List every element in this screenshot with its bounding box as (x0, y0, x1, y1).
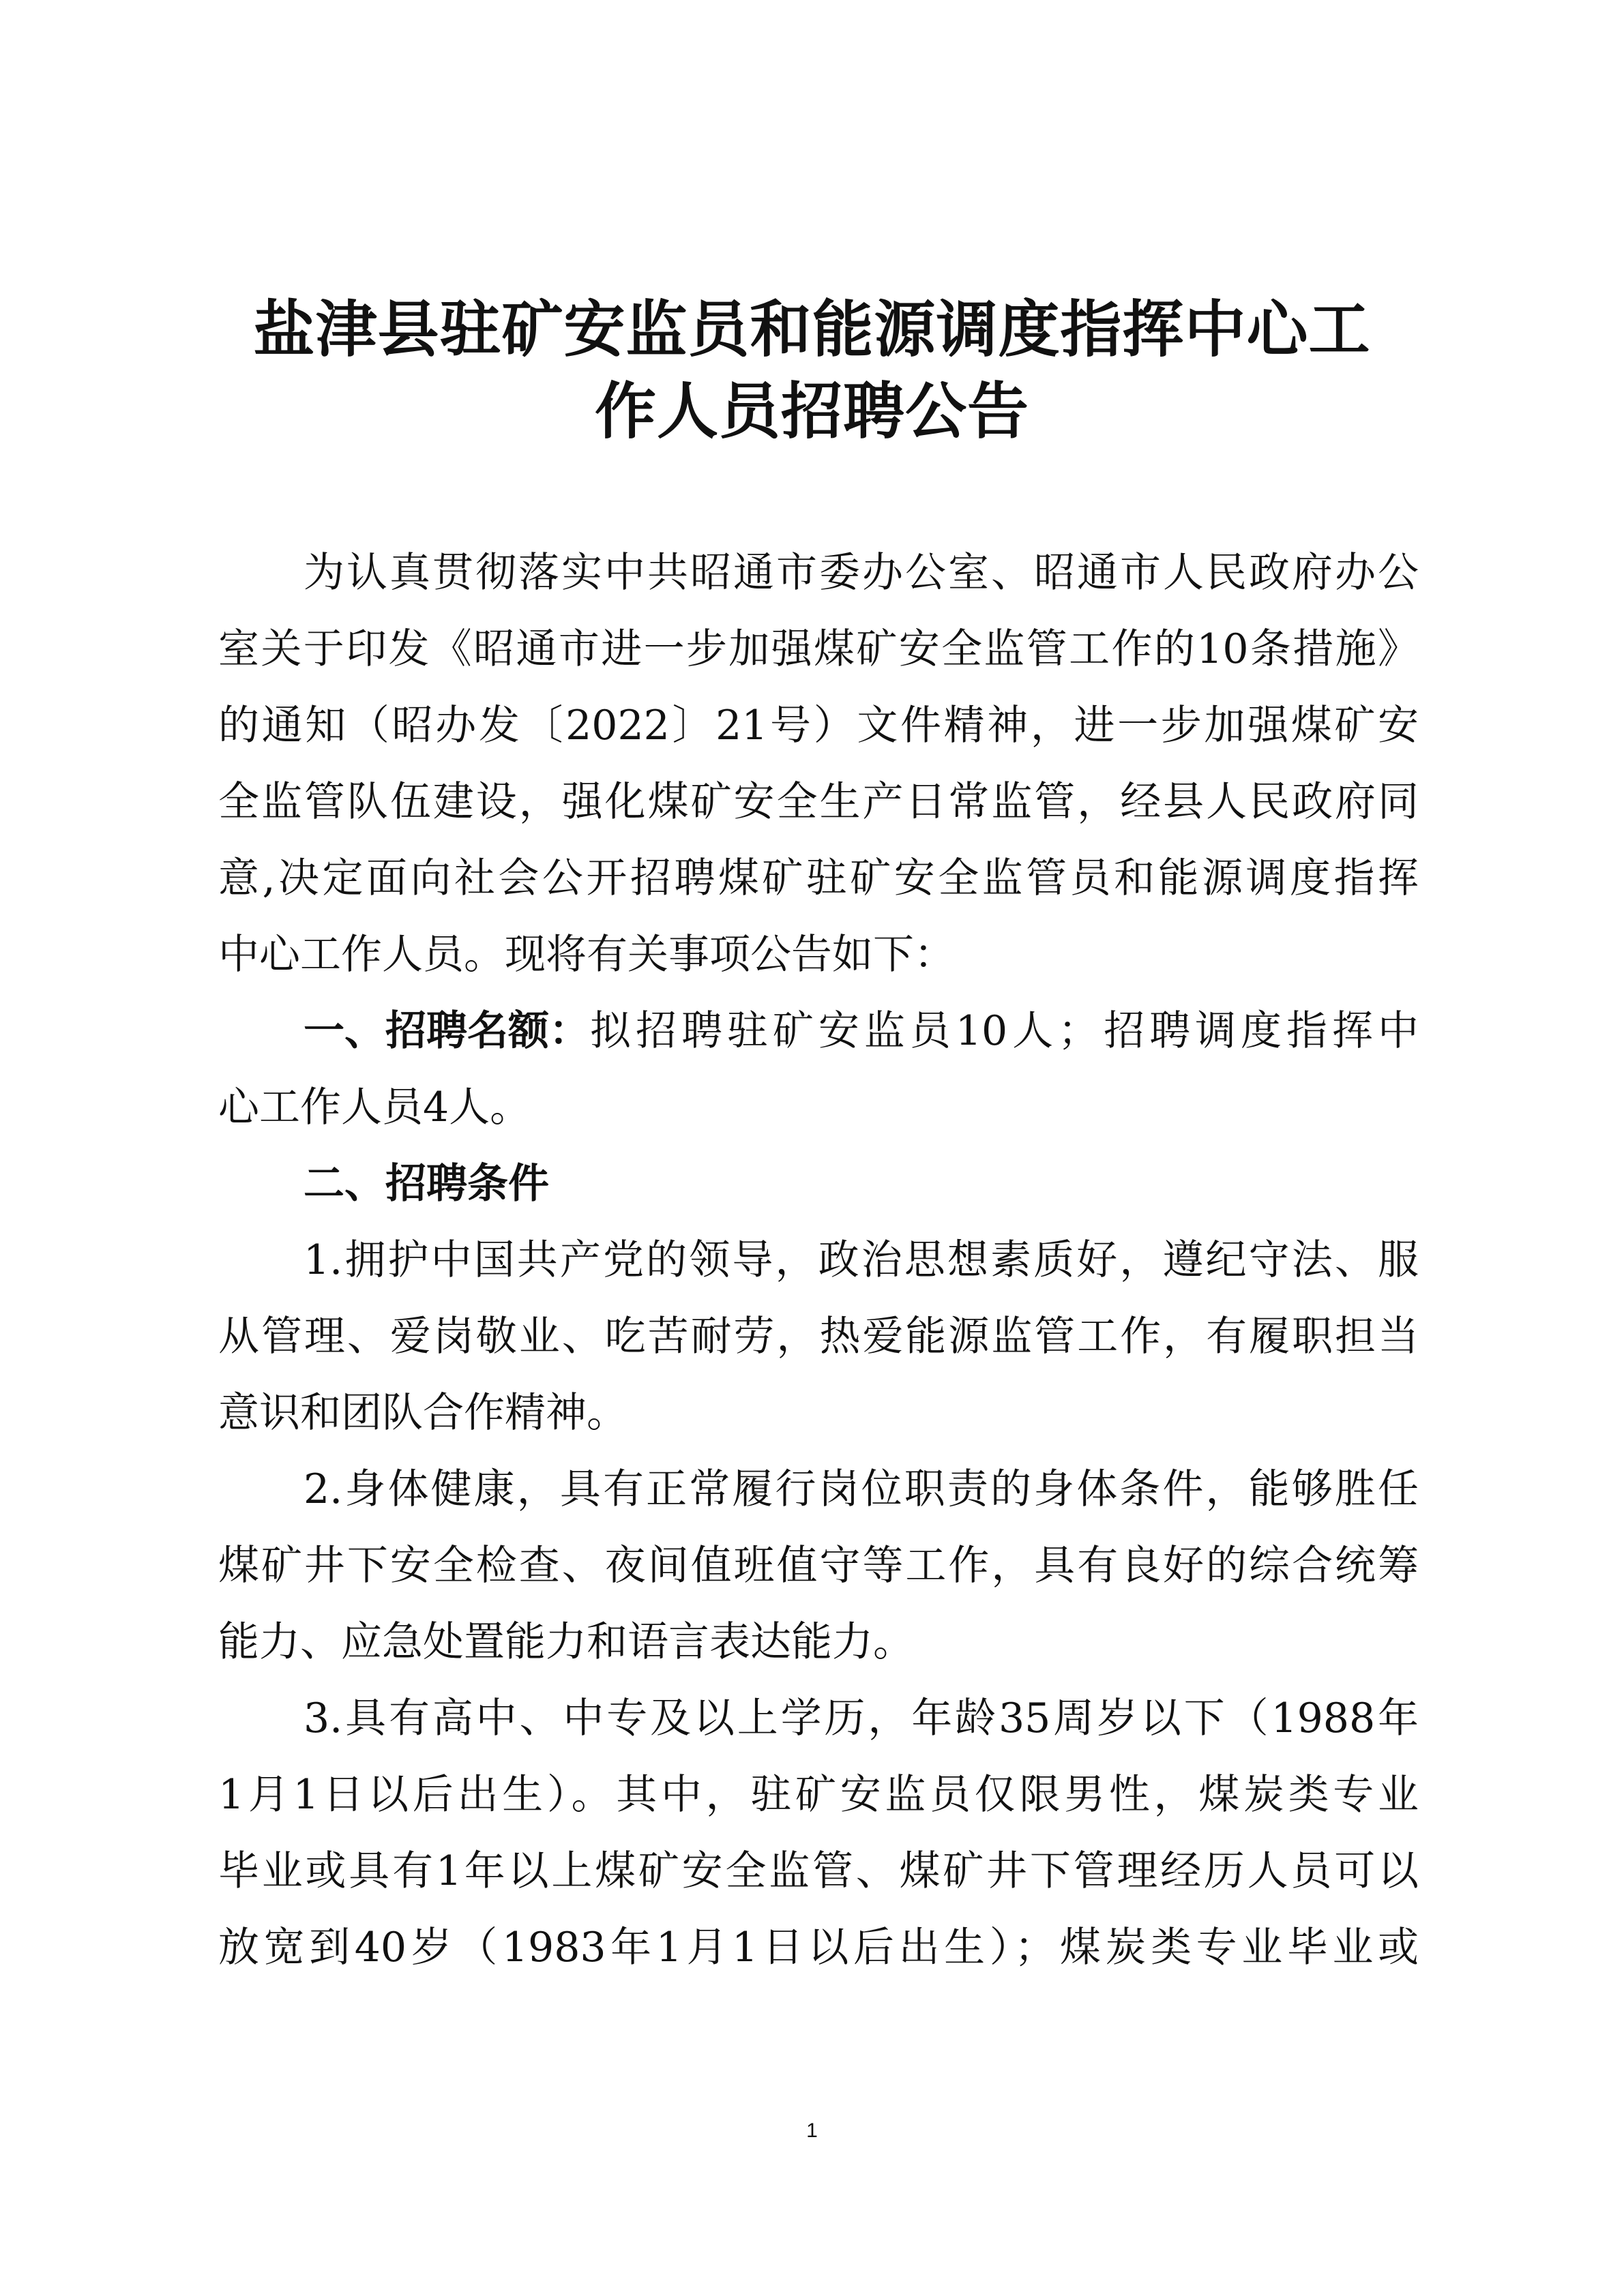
section2-item1-line-1: 1.拥护中国共产党的领导，政治思想素质好，遵纪守法、服 (304, 1236, 1419, 1284)
intro-line-3: 的通知（昭办发〔2022〕21号）文件精神，进一步加强煤矿安 (218, 702, 1419, 749)
intro-line-6: 中心工作人员。现将有关事项公告如下： (218, 931, 955, 979)
page-number: 1 (806, 2119, 818, 2142)
section2-item3-line-4: 放宽到40岁（1983年1月1日以后出生）；煤炭类专业毕业或 (218, 1924, 1419, 1971)
section2-item1-line-3: 意识和团队合作精神。 (218, 1389, 628, 1437)
section1-heading: 一、招聘名额： (304, 1007, 590, 1055)
section2-item2-line-2: 煤矿井下安全检查、夜间值班值守等工作，具有良好的综合统筹 (218, 1542, 1419, 1590)
section2-heading: 二、招聘条件 (304, 1160, 549, 1208)
intro-line-2: 室关于印发《昭通市进一步加强煤矿安全监管工作的10条措施》 (218, 625, 1419, 673)
section2-item2-line-1: 2.身体健康，具有正常履行岗位职责的身体条件，能够胜任 (304, 1465, 1419, 1513)
intro-line-1: 为认真贯彻落实中共昭通市委办公室、昭通市人民政府办公 (304, 549, 1419, 597)
section2-item3-line-3: 毕业或具有1年以上煤矿安全监管、煤矿井下管理经历人员可以 (218, 1847, 1419, 1895)
section2-item3-line-2: 1月1日以后出生）。其中，驻矿安监员仅限男性，煤炭类专业 (218, 1771, 1419, 1819)
section2-item1-line-2: 从管理、爱岗敬业、吃苦耐劳，热爱能源监管工作，有履职担当 (218, 1313, 1419, 1360)
section1-line-2: 心工作人员4人。 (218, 1084, 531, 1131)
intro-line-5: 意,决定面向社会公开招聘煤矿驻矿安全监管员和能源调度指挥 (218, 854, 1419, 902)
section2-item2-line-3: 能力、应急处置能力和语言表达能力。 (218, 1618, 914, 1666)
section2-item3-line-1: 3.具有高中、中专及以上学历，年龄35周岁以下（1988年 (304, 1695, 1419, 1742)
section1-first-line (304, 1004, 1419, 1058)
document-title-line-2: 作人员招聘公告 (595, 375, 1029, 447)
section1-line-1: 拟招聘驻矿安监员10人；招聘调度指挥中 (590, 1007, 1419, 1055)
intro-line-4: 全监管队伍建设，强化煤矿安全生产日常监管，经县人民政府同 (218, 778, 1419, 826)
document-title-line-1: 盐津县驻矿安监员和能源调度指挥中心工 (253, 293, 1371, 366)
